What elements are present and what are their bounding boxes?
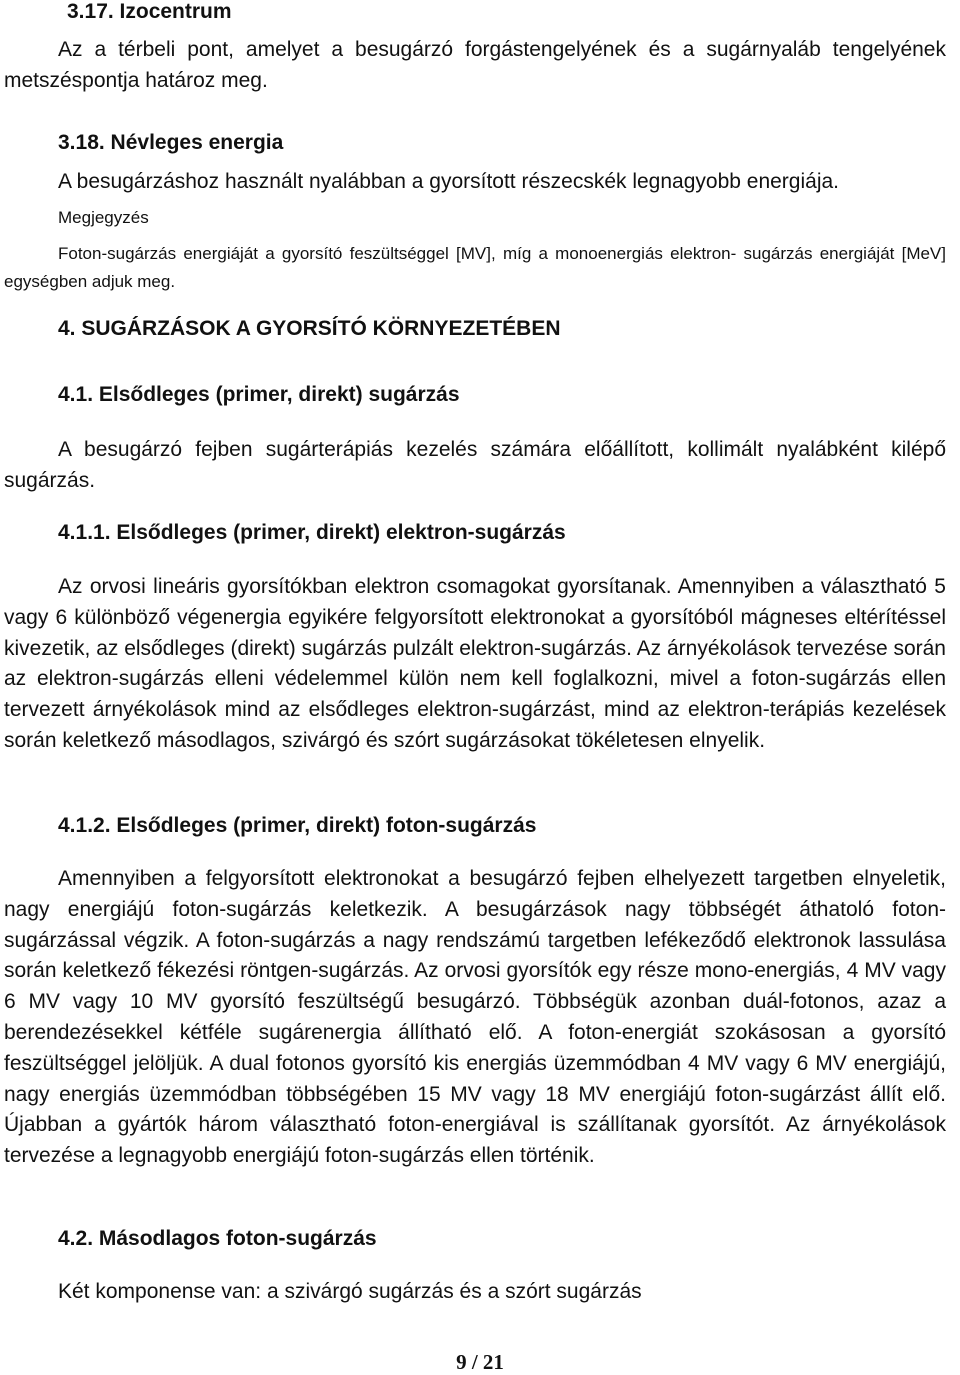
paragraph-nevleges-energia: A besugárzáshoz használt nyalábban a gyorsított részecskék legnagyobb energiája. <box>58 170 839 193</box>
heading-3-18: 3.18. Névleges energia <box>58 131 284 154</box>
paragraph-izocentrum: Az a térbeli pont, amelyet a besugárzó forgástengelyének és a sugárnyaláb tengelyének metszéspontja határoz meg. <box>4 38 946 92</box>
note-text: Foton-sugárzás energiáját a gyorsító feszültséggel [MV], míg a monoenergiás elektron- sugárzás energiáját [MeV] egységben adjuk meg. <box>4 244 946 291</box>
paragraph-elsodleges-sugarzas: A besugárzó fejben sugárterápiás kezelés számára előállított, kollimált nyalábként kilépő sugárzás. <box>4 438 946 492</box>
heading-4-2: 4.2. Másodlagos foton-sugárzás <box>58 1227 377 1250</box>
heading-3-17: 3.17. Izocentrum <box>67 0 232 23</box>
paragraph-masodlagos: Két komponense van: a szivárgó sugárzás és a szórt sugárzás <box>58 1280 642 1303</box>
heading-4-1-1: 4.1.1. Elsődleges (primer, direkt) elektron-sugárzás <box>58 521 566 544</box>
note-label: Megjegyzés <box>58 208 149 227</box>
heading-4-1: 4.1. Elsődleges (primer, direkt) sugárzás <box>58 383 460 406</box>
heading-4: 4. SUGÁRZÁSOK A GYORSÍTÓ KÖRNYEZETÉBEN <box>58 317 561 340</box>
heading-4-1-2: 4.1.2. Elsődleges (primer, direkt) foton-sugárzás <box>58 814 537 837</box>
page-number: 9 / 21 <box>456 1350 504 1374</box>
paragraph-elektron-sugarzas: Az orvosi lineáris gyorsítókban elektron csomagokat gyorsítanak. Amennyiben a választható 5 vagy 6 különböző végenergia egyikére felgyorsított elektronokat a gyorsítóból mágneses eltérítéssel kivezetik, az elsődleges (direkt) sugárzás pulzált elektron-sugárzás. Az árnyékolások tervezése során az elektron-sugárzás elleni védelemmel külön nem kell foglalkozni, mivel a foton-sugárzás ellen tervezett árnyékolások mind az elsődleges elektron-sugárzást, mind az elektron-terápiás kezelések során keletkező másodlagos, szivárgó és szórt sugárzásokat tökéletesen elnyelik. <box>4 575 946 752</box>
paragraph-foton-sugarzas: Amennyiben a felgyorsított elektronokat a besugárzó fejben elhelyezett targetben elnyeletik, nagy energiájú foton-sugárzás keletkezik. A besugárzások nagy többségét áthatoló foton-sugárzással végzik. A foton-sugárzás a nagy rendszámú targetben lefékeződő elektronok lassulása során keletkező fékezési röntgen-sugárzás. Az orvosi gyorsítók egy része mono-energiás, 4 MV vagy 6 MV vagy 10 MV gyorsító feszültségű besugárzó. Többségük azonban duál-fotonos, azaz a berendezésekkel kétféle sugárenergia állítható elő. A foton-energiát szokásosan a gyorsító feszültséggel jelöljük. A dual fotonos gyorsító kis energiás üzemmódban 4 MV vagy 6 MV energiájú, nagy energiás üzemmódban többségében 15 MV vagy 18 MV energiájú foton-sugárzást állít elő. Újabban a gyártók három választható foton-energiával is szállítanak gyorsítót. Az árnyékolások tervezése a legnagyobb energiájú foton-sugárzás ellen történik. <box>4 867 946 1168</box>
